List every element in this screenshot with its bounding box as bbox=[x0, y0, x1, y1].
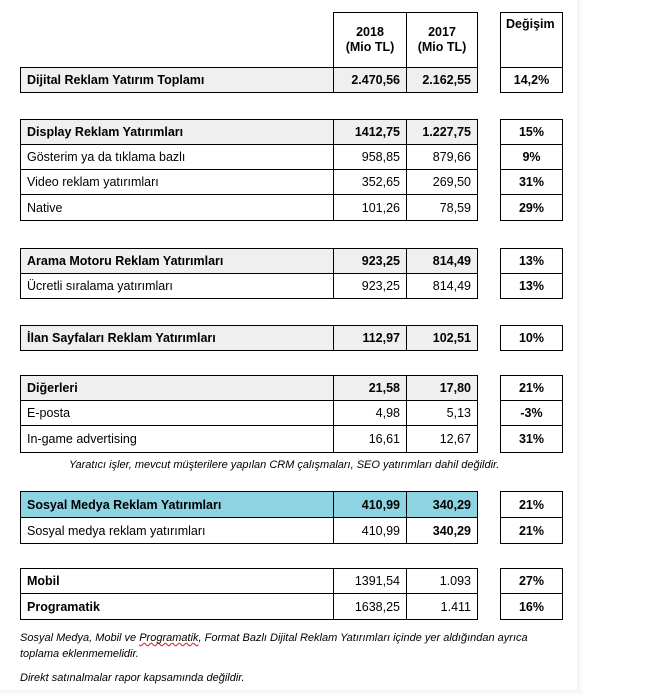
social-row-label: Sosyal medya reklam yatırımları bbox=[20, 517, 334, 544]
format-row-label: Programatik bbox=[20, 593, 334, 620]
others-row-2018: 4,98 bbox=[333, 400, 407, 426]
classified-title-2017: 102,51 bbox=[406, 325, 478, 351]
display-row-label: Video reklam yatırımları bbox=[20, 169, 334, 195]
display-row-change: 31% bbox=[500, 169, 563, 195]
total-change: 14,2% bbox=[500, 67, 563, 93]
others-title-2018: 21,58 bbox=[333, 375, 407, 401]
search-title-2018: 923,25 bbox=[333, 248, 407, 274]
display-row-label: Gösterim ya da tıklama bazlı bbox=[20, 144, 334, 170]
search-title-change: 13% bbox=[500, 248, 563, 274]
total-2017: 2.162,55 bbox=[406, 67, 478, 93]
format-row-2017: 1.093 bbox=[406, 568, 478, 594]
page-shadow-right bbox=[577, 0, 583, 696]
others-row-2018: 16,61 bbox=[333, 425, 407, 453]
format-row-change: 27% bbox=[500, 568, 563, 594]
footnote-direct: Direkt satınalmalar rapor kapsamında değildir. bbox=[20, 672, 245, 684]
classified-title-label: İlan Sayfaları Reklam Yatırımları bbox=[20, 325, 334, 351]
display-title-label: Display Reklam Yatırımları bbox=[20, 119, 334, 145]
header-2018: 2018 (Mio TL) bbox=[333, 12, 407, 68]
search-row-label: Ücretli sıralama yatırımları bbox=[20, 273, 334, 299]
others-row-label: E-posta bbox=[20, 400, 334, 426]
total-2018: 2.470,56 bbox=[333, 67, 407, 93]
social-title-label: Sosyal Medya Reklam Yatırımları bbox=[20, 491, 334, 518]
display-title-2017: 1.227,75 bbox=[406, 119, 478, 145]
search-title-label: Arama Motoru Reklam Yatırımları bbox=[20, 248, 334, 274]
footnote-format-part1: Sosyal Medya, Mobil ve bbox=[20, 632, 140, 644]
display-row-2017: 78,59 bbox=[406, 194, 478, 221]
social-title-2017: 340,29 bbox=[406, 491, 478, 518]
total-label: Dijital Reklam Yatırım Toplamı bbox=[20, 67, 334, 93]
header-2017: 2017 (Mio TL) bbox=[406, 12, 478, 68]
display-row-2018: 101,26 bbox=[333, 194, 407, 221]
others-row-change: -3% bbox=[500, 400, 563, 426]
display-row-2017: 879,66 bbox=[406, 144, 478, 170]
display-title-2018: 1412,75 bbox=[333, 119, 407, 145]
format-row-label: Mobil bbox=[20, 568, 334, 594]
social-row-2017: 340,29 bbox=[406, 517, 478, 544]
display-row-2018: 352,65 bbox=[333, 169, 407, 195]
display-row-change: 9% bbox=[500, 144, 563, 170]
search-row-change: 13% bbox=[500, 273, 563, 299]
search-title-2017: 814,49 bbox=[406, 248, 478, 274]
social-row-2018: 410,99 bbox=[333, 517, 407, 544]
footnote-format bbox=[20, 630, 568, 662]
format-row-2018: 1391,54 bbox=[333, 568, 407, 594]
search-row-2017: 814,49 bbox=[406, 273, 478, 299]
others-title-change: 21% bbox=[500, 375, 563, 401]
classified-title-2018: 112,97 bbox=[333, 325, 407, 351]
format-row-change: 16% bbox=[500, 593, 563, 620]
others-title-label: Diğerleri bbox=[20, 375, 334, 401]
social-title-change: 21% bbox=[500, 491, 563, 518]
social-title-2018: 410,99 bbox=[333, 491, 407, 518]
display-row-2018: 958,85 bbox=[333, 144, 407, 170]
display-row-change: 29% bbox=[500, 194, 563, 221]
format-row-2017: 1.411 bbox=[406, 593, 478, 620]
classified-title-change: 10% bbox=[500, 325, 563, 351]
others-row-change: 31% bbox=[500, 425, 563, 453]
header-change: Değişim bbox=[500, 12, 563, 68]
others-footnote: Yaratıcı işler, mevcut müşterilere yapılan CRM çalışmaları, SEO yatırımları dahil değildir. bbox=[69, 459, 500, 471]
search-row-2018: 923,25 bbox=[333, 273, 407, 299]
others-row-label: In-game advertising bbox=[20, 425, 334, 453]
page-shadow-bottom bbox=[0, 690, 583, 696]
others-row-2017: 12,67 bbox=[406, 425, 478, 453]
display-row-2017: 269,50 bbox=[406, 169, 478, 195]
footnote-format-part3: , Format Bazlı Dijital Reklam Yatırımları içinde yer aldığından ayrıca toplama eklenmemelidir. bbox=[20, 632, 528, 660]
display-row-label: Native bbox=[20, 194, 334, 221]
others-title-2017: 17,80 bbox=[406, 375, 478, 401]
social-row-change: 21% bbox=[500, 517, 563, 544]
footnote-format-part2: Programatik bbox=[139, 632, 199, 644]
display-title-change: 15% bbox=[500, 119, 563, 145]
others-row-2017: 5,13 bbox=[406, 400, 478, 426]
format-row-2018: 1638,25 bbox=[333, 593, 407, 620]
